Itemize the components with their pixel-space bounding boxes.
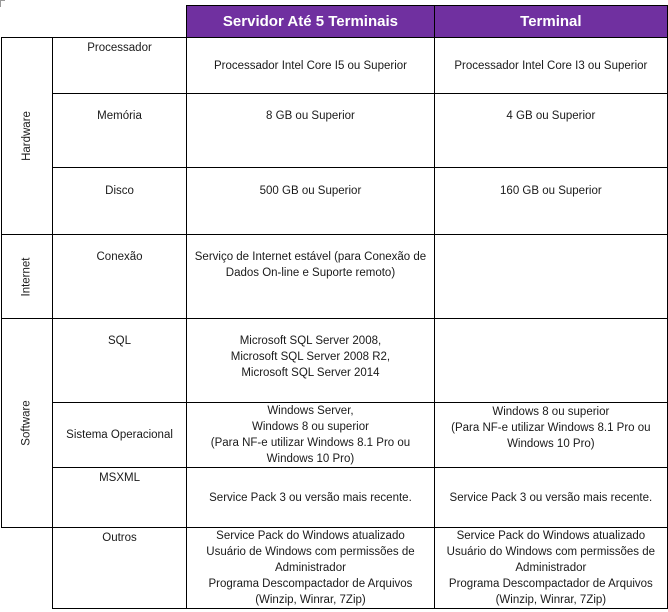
row-outros bbox=[2, 528, 668, 609]
terminal-sql bbox=[434, 319, 667, 403]
header-server: Servidor Até 5 Terminais bbox=[187, 6, 435, 38]
group-outros-blank bbox=[2, 528, 53, 609]
server-sql-line: Microsoft SQL Server 2008 R2, bbox=[230, 351, 391, 363]
terminal-processador: Processador Intel Core I3 ou Superior bbox=[434, 38, 667, 94]
terminal-sistema-operacional bbox=[434, 403, 667, 468]
label-outros: Outros bbox=[52, 528, 186, 609]
label-conexao: Conexão bbox=[52, 235, 186, 319]
server-so-line: Windows 10 Pro) bbox=[266, 453, 355, 465]
header-row bbox=[2, 6, 668, 38]
server-so-line: Windows Server, bbox=[267, 405, 354, 417]
terminal-outros-line: Usuário do Windows com permissões de bbox=[446, 546, 656, 558]
server-outros-line: Programa Descompactador de Arquivos bbox=[208, 578, 413, 590]
terminal-outros-line: Programa Descompactador de Arquivos bbox=[448, 578, 653, 590]
row-conexao bbox=[2, 235, 668, 319]
server-sql bbox=[187, 319, 435, 403]
server-memoria: 8 GB ou Superior bbox=[187, 94, 435, 168]
server-so-line: Windows 8 ou superior bbox=[251, 421, 369, 433]
server-outros-line: (Winzip, Winrar, 7Zip) bbox=[255, 594, 366, 606]
server-conexao-line: Dados On-line e Suporte remoto) bbox=[225, 267, 396, 279]
row-memoria bbox=[2, 94, 668, 168]
row-sistema-operacional bbox=[2, 403, 668, 468]
server-outros bbox=[187, 528, 435, 609]
server-sql-line: Microsoft SQL Server 2008, bbox=[239, 335, 382, 347]
terminal-outros-line: (Winzip, Winrar, 7Zip) bbox=[495, 594, 607, 606]
label-memoria: Memória bbox=[52, 94, 186, 168]
group-hardware-label: Hardware bbox=[20, 111, 33, 161]
group-internet-label: Internet bbox=[20, 257, 33, 296]
label-msxml: MSXML bbox=[52, 468, 186, 528]
requirements-table bbox=[1, 5, 668, 609]
group-software-label: Software bbox=[20, 400, 33, 446]
group-hardware bbox=[2, 38, 53, 235]
server-msxml: Service Pack 3 ou versão mais recente. bbox=[187, 468, 435, 528]
server-disco: 500 GB ou Superior bbox=[187, 168, 435, 235]
terminal-so-line: Windows 8 ou superior bbox=[492, 406, 610, 418]
row-disco bbox=[2, 168, 668, 235]
terminal-outros-line: Administrador bbox=[515, 562, 587, 574]
server-conexao-line: Serviço de Internet estável (para Conexão de bbox=[194, 251, 427, 263]
group-internet bbox=[2, 235, 53, 319]
server-sql-line: Microsoft SQL Server 2014 bbox=[241, 367, 380, 379]
terminal-outros bbox=[434, 528, 667, 609]
terminal-memoria: 4 GB ou Superior bbox=[434, 94, 667, 168]
terminal-outros-line: Service Pack do Windows atualizado bbox=[456, 530, 646, 542]
server-outros-line: Usuário de Windows com permissões de bbox=[206, 546, 415, 558]
row-sql bbox=[2, 319, 668, 403]
terminal-disco: 160 GB ou Superior bbox=[434, 168, 667, 235]
label-sql: SQL bbox=[52, 319, 186, 403]
server-sistema-operacional bbox=[187, 403, 435, 468]
server-processador: Processador Intel Core I5 ou Superior bbox=[187, 38, 435, 94]
row-processador bbox=[2, 38, 668, 94]
header-blank-cell bbox=[2, 6, 187, 38]
server-outros-line: Service Pack do Windows atualizado bbox=[216, 530, 405, 542]
terminal-conexao bbox=[434, 235, 667, 319]
terminal-so-line: Windows 10 Pro) bbox=[507, 438, 595, 450]
server-conexao bbox=[187, 235, 435, 319]
server-outros-line: Administrador bbox=[274, 562, 346, 574]
group-software bbox=[2, 319, 53, 528]
row-msxml bbox=[2, 468, 668, 528]
terminal-so-line: (Para NF-e utilizar Windows 8.1 Pro ou bbox=[451, 422, 651, 434]
label-disco: Disco bbox=[52, 168, 186, 235]
label-sistema-operacional: Sistema Operacional bbox=[52, 403, 186, 468]
header-terminal: Terminal bbox=[434, 6, 667, 38]
server-so-line: (Para NF-e utilizar Windows 8.1 Pro ou bbox=[210, 437, 411, 449]
label-processador: Processador bbox=[52, 38, 186, 94]
terminal-msxml: Service Pack 3 ou versão mais recente. bbox=[434, 468, 667, 528]
